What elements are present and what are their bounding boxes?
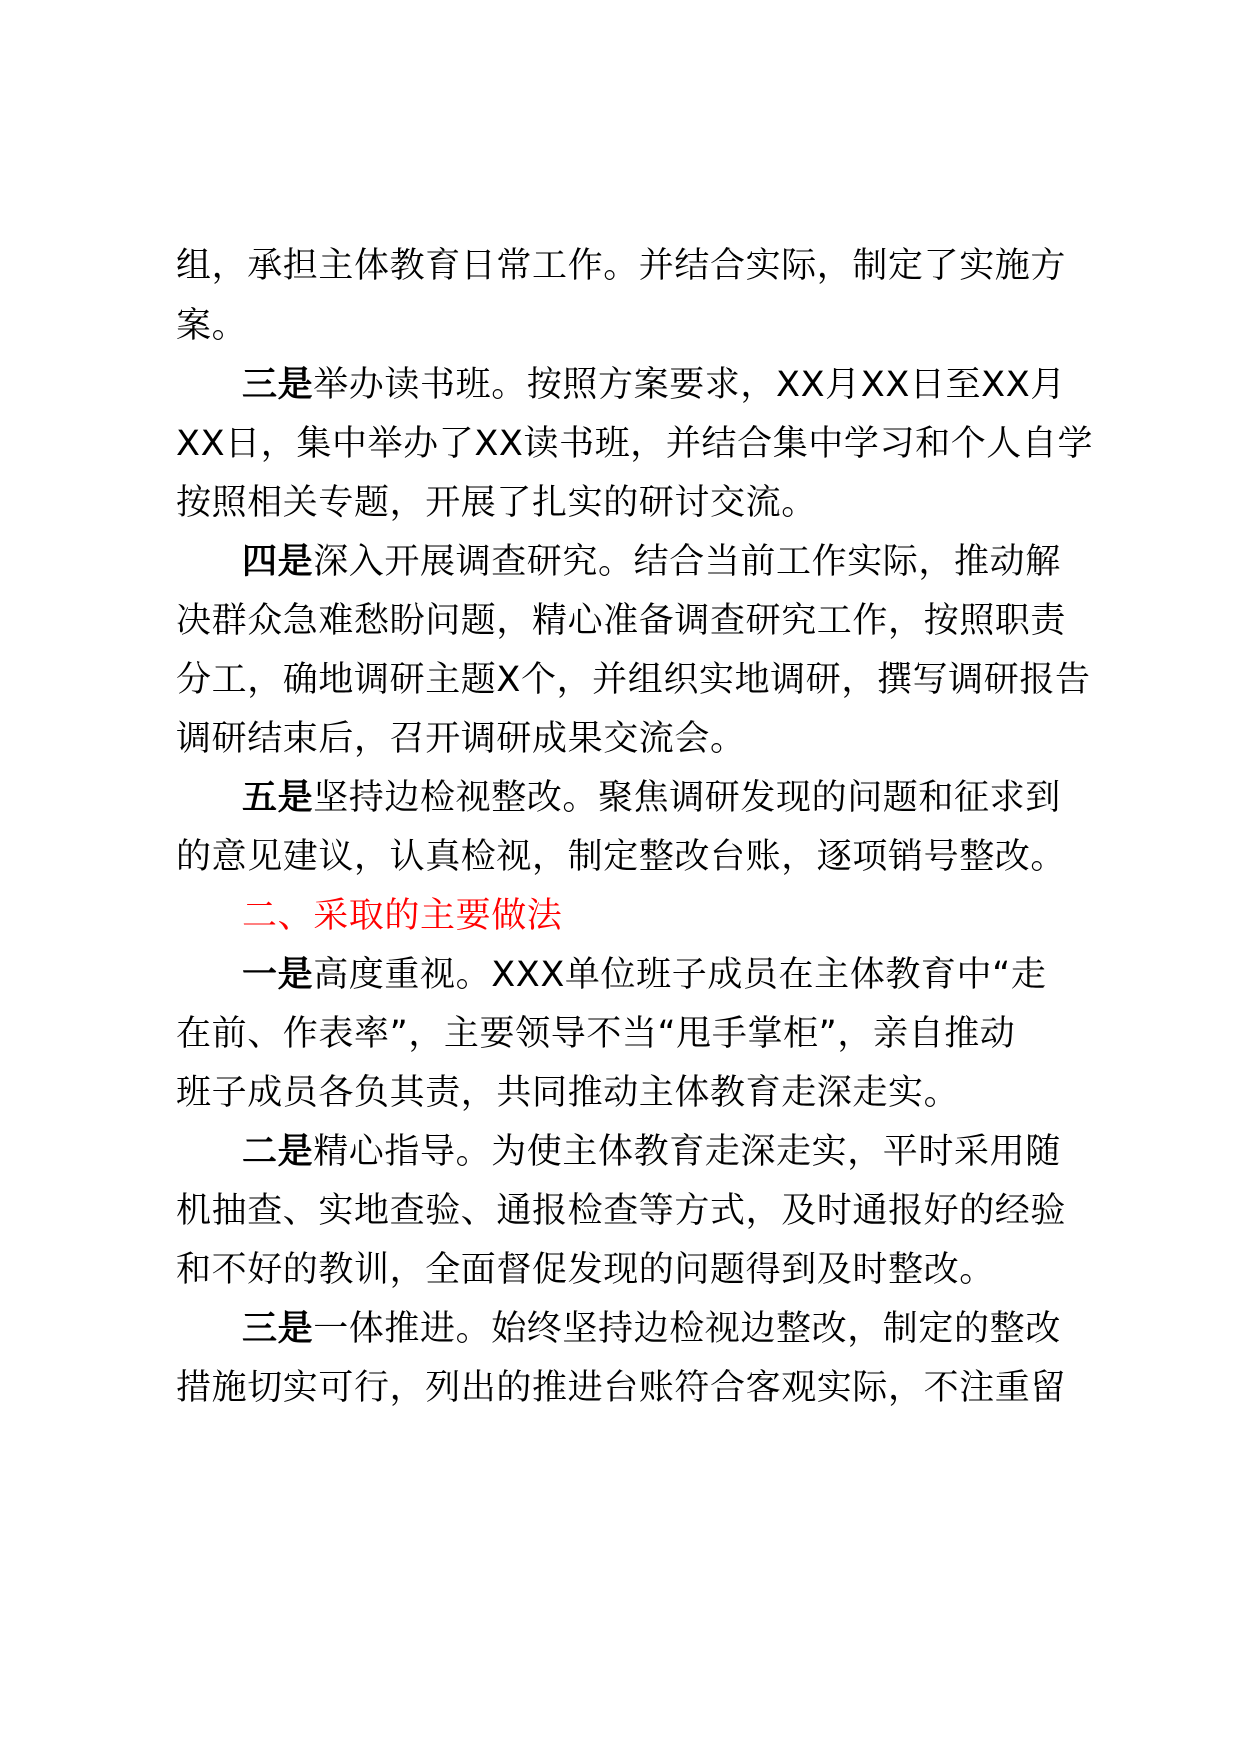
body-line: 和不好的教训，全面督促发现的问题得到及时整改。 xyxy=(176,1250,995,1290)
paragraph-start-line: 二是精心指导。为使主体教育走深走实，平时采用随 xyxy=(242,1132,1061,1172)
paragraph-start-line: 四是深入开展调查研究。结合当前工作实际，推动解 xyxy=(242,542,1061,582)
paragraph-lead: 五是 xyxy=(242,778,314,818)
body-line: 案。 xyxy=(176,306,248,346)
paragraph-start-line: 一是高度重视。XXX单位班子成员在主体教育中“走 xyxy=(242,955,1047,995)
paragraph-lead: 二是 xyxy=(242,1132,314,1172)
paragraph-start-line: 三是举办读书班。按照方案要求，XX月XX日至XX月 xyxy=(242,365,1066,405)
body-line: XX日，集中举办了XX读书班，并结合集中学习和个人自学 xyxy=(176,424,1094,464)
body-line: 的意见建议，认真检视，制定整改台账，逐项销号整改。 xyxy=(176,837,1067,877)
body-line: 决群众急难愁盼问题，精心准备调查研究工作，按照职责 xyxy=(176,601,1067,641)
paragraph-lead: 三是 xyxy=(242,365,314,405)
body-line: 措施切实可行，列出的推进台账符合客观实际，不注重留 xyxy=(176,1368,1067,1408)
body-line: 班子成员各负其责，共同推动主体教育走深走实。 xyxy=(176,1073,960,1113)
paragraph-start-line: 五是坚持边检视整改。聚焦调研发现的问题和征求到 xyxy=(242,778,1061,818)
section-heading: 二、采取的主要做法 xyxy=(242,896,563,936)
body-line: 分工，确地调研主题X个，并组织实地调研，撰写调研报告 xyxy=(176,660,1091,700)
paragraph-lead: 三是 xyxy=(242,1309,314,1349)
body-line: 按照相关专题，开展了扎实的研讨交流。 xyxy=(176,483,817,523)
body-line: 组，承担主体教育日常工作。并结合实际，制定了实施方 xyxy=(176,246,1067,286)
body-line: 在前、作表率”，主要领导不当“甩手掌柜”，亲自推动 xyxy=(176,1014,1016,1054)
paragraph-start-line: 三是一体推进。始终坚持边检视边整改，制定的整改 xyxy=(242,1309,1061,1349)
body-line: 机抽查、实地查验、通报检查等方式，及时通报好的经验 xyxy=(176,1191,1067,1231)
body-line: 调研结束后，召开调研成果交流会。 xyxy=(176,719,746,759)
paragraph-lead: 四是 xyxy=(242,542,314,582)
paragraph-lead: 一是 xyxy=(242,955,314,995)
